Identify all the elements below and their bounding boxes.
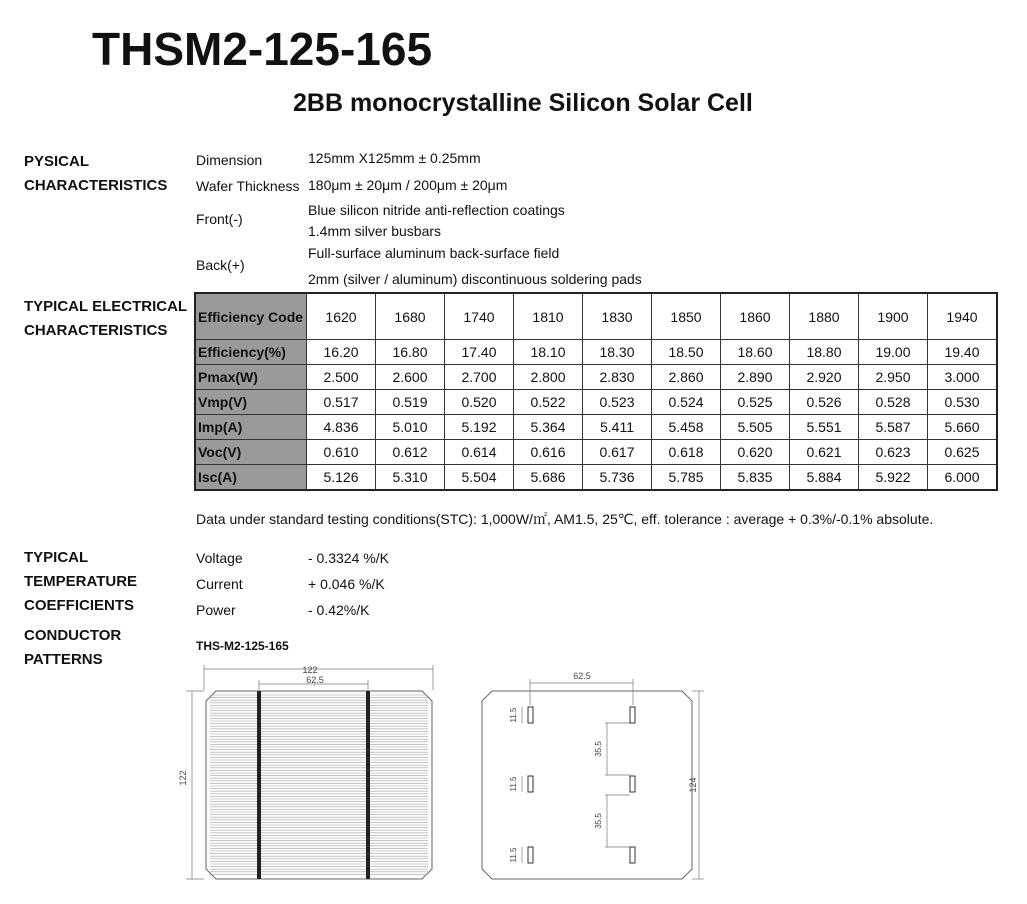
pad-left-mid [528, 776, 533, 792]
power-label: Power [196, 602, 236, 618]
value-cell: 5.835 [721, 465, 790, 491]
pad-pitch-dim-2: 35.5 [594, 813, 603, 829]
table-header-label: Efficiency Code [195, 293, 307, 340]
pad-left-bottom [528, 847, 533, 863]
value-cell: 0.519 [376, 390, 445, 415]
value-cell: 0.616 [514, 440, 583, 465]
back-pad-spacing-dim: 62.5 [573, 671, 591, 681]
pad-right-bottom [630, 847, 635, 863]
value-cell: 2.800 [514, 365, 583, 390]
value-cell: 18.50 [652, 340, 721, 365]
value-cell: 0.623 [859, 440, 928, 465]
voltage-label: Voltage [196, 550, 243, 566]
value-cell: 2.830 [583, 365, 652, 390]
value-cell: 6.000 [928, 465, 998, 491]
electrical-heading: TYPICAL ELECTRICAL CHARACTERISTICS [24, 298, 188, 339]
code-cell: 1620 [307, 293, 376, 340]
value-cell: 0.523 [583, 390, 652, 415]
page-title: THSM2-125-165 [92, 23, 433, 75]
table-row [195, 390, 997, 415]
busbar-left [257, 691, 261, 879]
value-cell: 16.80 [376, 340, 445, 365]
value-cell: 18.10 [514, 340, 583, 365]
value-cell: 2.890 [721, 365, 790, 390]
value-cell: 0.612 [376, 440, 445, 465]
pad-left-top [528, 707, 533, 723]
value-cell: 0.517 [307, 390, 376, 415]
front-value-2: 1.4mm silver busbars [308, 223, 442, 239]
value-cell: 0.528 [859, 390, 928, 415]
value-cell: 5.660 [928, 415, 998, 440]
value-cell: 0.614 [445, 440, 514, 465]
value-cell: 0.520 [445, 390, 514, 415]
back-pattern-drawing [470, 665, 710, 885]
power-value: - 0.42%/K [308, 602, 370, 618]
voltage-value: - 0.3324 %/K [308, 550, 389, 566]
code-cell: 1880 [790, 293, 859, 340]
row-label: Efficiency(%) [195, 340, 307, 365]
dimension-label: Dimension [196, 152, 263, 168]
pad-right-top [630, 707, 635, 723]
value-cell: 17.40 [445, 340, 514, 365]
row-label: Isc(A) [195, 465, 307, 491]
value-cell: 5.785 [652, 465, 721, 491]
code-cell: 1900 [859, 293, 928, 340]
value-cell: 0.618 [652, 440, 721, 465]
value-cell: 5.551 [790, 415, 859, 440]
value-cell: 2.860 [652, 365, 721, 390]
value-cell: 19.00 [859, 340, 928, 365]
busbar-right [366, 691, 370, 879]
front-width-dim: 122 [302, 665, 318, 675]
value-cell: 5.411 [583, 415, 652, 440]
value-cell: 0.621 [790, 440, 859, 465]
electrical-table [194, 292, 998, 491]
pad-length-dim-1: 11.5 [509, 707, 518, 723]
code-cell: 1850 [652, 293, 721, 340]
wafer-thickness-value: 180μm ± 20μm / 200μm ± 20μm [308, 177, 508, 193]
value-cell: 4.836 [307, 415, 376, 440]
value-cell: 5.192 [445, 415, 514, 440]
code-cell: 1810 [514, 293, 583, 340]
value-cell: 0.617 [583, 440, 652, 465]
table-row [195, 440, 997, 465]
value-cell: 2.700 [445, 365, 514, 390]
value-cell: 5.310 [376, 465, 445, 491]
value-cell: 18.30 [583, 340, 652, 365]
value-cell: 5.458 [652, 415, 721, 440]
value-cell: 5.504 [445, 465, 514, 491]
value-cell: 5.922 [859, 465, 928, 491]
temperature-heading: TYPICAL TEMPERATURE COEFFICIENTS [24, 549, 138, 614]
row-label: Voc(V) [195, 440, 307, 465]
value-cell: 5.736 [583, 465, 652, 491]
value-cell: 0.625 [928, 440, 998, 465]
value-cell: 18.80 [790, 340, 859, 365]
back-height-dim: 124 [688, 777, 698, 793]
value-cell: 0.524 [652, 390, 721, 415]
current-label: Current [196, 576, 243, 592]
front-label: Front(-) [196, 211, 243, 227]
value-cell: 0.526 [790, 390, 859, 415]
wafer-thickness-label: Wafer Thickness [196, 178, 300, 194]
front-height-dim: 122 [178, 770, 188, 786]
table-row [195, 415, 997, 440]
table-row [195, 465, 997, 491]
back-value-2: 2mm (silver / aluminum) discontinuous soldering pads [308, 271, 642, 287]
value-cell: 5.884 [790, 465, 859, 491]
value-cell: 19.40 [928, 340, 998, 365]
pad-length-dim-2: 11.5 [509, 776, 518, 792]
table-row [195, 365, 997, 390]
value-cell: 0.620 [721, 440, 790, 465]
value-cell: 0.610 [307, 440, 376, 465]
value-cell: 5.126 [307, 465, 376, 491]
value-cell: 5.505 [721, 415, 790, 440]
code-cell: 1740 [445, 293, 514, 340]
pad-right-mid [630, 776, 635, 792]
conductor-heading: CONDUCTOR PATTERNS [24, 627, 122, 668]
code-cell: 1830 [583, 293, 652, 340]
back-label: Back(+) [196, 257, 245, 273]
value-cell: 18.60 [721, 340, 790, 365]
page-subtitle: 2BB monocrystalline Silicon Solar Cell [293, 89, 753, 117]
row-label: Imp(A) [195, 415, 307, 440]
value-cell: 5.587 [859, 415, 928, 440]
value-cell: 5.686 [514, 465, 583, 491]
front-value-1: Blue silicon nitride anti-reflection coatings [308, 202, 565, 218]
value-cell: 0.525 [721, 390, 790, 415]
physical-heading: PYSICAL CHARACTERISTICS [24, 153, 168, 194]
dimension-value: 125mm X125mm ± 0.25mm [308, 150, 481, 166]
value-cell: 16.20 [307, 340, 376, 365]
value-cell: 2.920 [790, 365, 859, 390]
row-label: Pmax(W) [195, 365, 307, 390]
value-cell: 5.364 [514, 415, 583, 440]
value-cell: 0.530 [928, 390, 998, 415]
code-cell: 1940 [928, 293, 998, 340]
value-cell: 2.950 [859, 365, 928, 390]
value-cell: 3.000 [928, 365, 998, 390]
pad-length-dim-3: 11.5 [509, 847, 518, 863]
back-value-1: Full-surface aluminum back-surface field [308, 245, 560, 261]
value-cell: 2.500 [307, 365, 376, 390]
table-row [195, 340, 997, 365]
current-value: + 0.046 %/K [308, 576, 385, 592]
table-header-row [195, 293, 997, 340]
code-cell: 1680 [376, 293, 445, 340]
value-cell: 2.600 [376, 365, 445, 390]
code-cell: 1860 [721, 293, 790, 340]
front-pattern-drawing [170, 660, 450, 890]
value-cell: 0.522 [514, 390, 583, 415]
value-cell: 5.010 [376, 415, 445, 440]
pad-pitch-dim-1: 35.5 [594, 741, 603, 757]
stc-note: Data under standard testing conditions(STC): 1,000W/㎡, AM1.5, 25℃, eff. tolerance : average + 0.3%/-0.1% absolute. [196, 511, 934, 527]
drawing-label: THS-M2-125-165 [196, 639, 289, 653]
row-label: Vmp(V) [195, 390, 307, 415]
front-busbar-spacing-dim: 62.5 [306, 675, 324, 685]
